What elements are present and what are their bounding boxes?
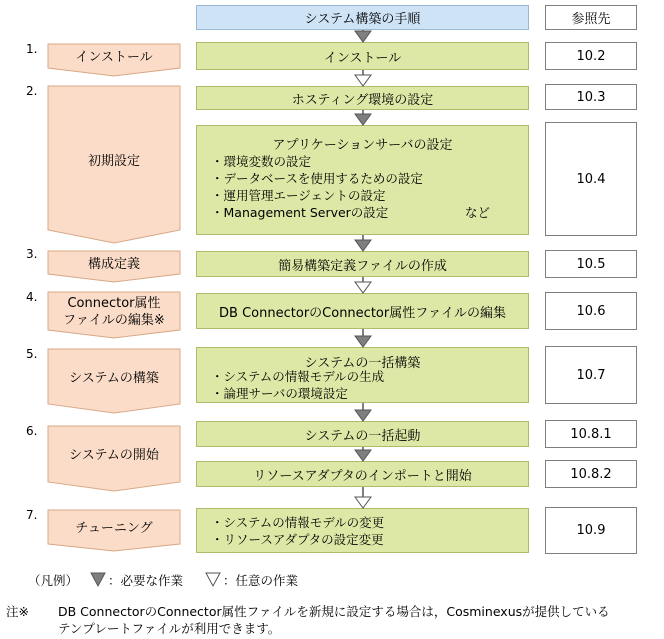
ref-box: 10.4 [545, 122, 637, 236]
reference-header: 参照先 [545, 5, 637, 30]
stage-number: 7. [26, 508, 38, 522]
stage-label-initial-setup: 初期設定 [87, 153, 140, 169]
step-title: 簡易構築定義ファイルの作成 [278, 258, 447, 274]
stage-number: 1. [26, 42, 38, 56]
stage-number: 2. [26, 84, 38, 98]
step-title: システムの一括起動 [304, 428, 421, 444]
step-title: インストール [323, 50, 402, 66]
required-arrow [355, 31, 371, 42]
step-item: ・Management Serverの設定 [211, 205, 389, 220]
note-mark: 注※ [6, 604, 29, 619]
optional-arrow [355, 75, 371, 86]
optional-task-icon [205, 572, 221, 588]
step-title: システムの一括構築 [304, 356, 421, 371]
step-title: アプリケーションサーバの設定 [272, 138, 453, 153]
ref-box: 10.6 [545, 292, 637, 330]
stage-label-configuration: 構成定義 [87, 256, 140, 272]
required-arrow [355, 410, 371, 421]
required-arrow [355, 114, 371, 125]
legend-prefix: （凡例） [28, 573, 79, 588]
stage-label-system-start: システムの開始 [69, 447, 159, 463]
required-arrow [355, 240, 371, 251]
required-arrow [355, 336, 371, 347]
stage-label-system-build: システムの構築 [69, 370, 159, 386]
step-item: ・環境変数の設定 [211, 154, 312, 169]
step-item-suffix: など [465, 205, 491, 220]
stage-number: 6. [26, 424, 38, 438]
step-title: DB ConnectorのConnector属性ファイルの編集 [219, 305, 506, 321]
stage-label-connector-edit: Connector属性 ファイルの編集※ [63, 296, 165, 328]
note-line-2: テンプレートファイルが利用できます。 [58, 621, 281, 636]
legend-optional: ：任意の作業 [223, 573, 299, 588]
required-arrow [355, 450, 371, 461]
ref-box: 10.8.1 [545, 420, 637, 448]
stage-label-tuning: チューニング [75, 520, 153, 536]
stage-number: 5. [26, 347, 38, 361]
step-item: ・システムの情報モデルの変更 [211, 515, 385, 530]
stage-number: 3. [26, 247, 38, 261]
stage-number: 4. [26, 290, 38, 304]
step-title: ホスティング環境の設定 [291, 92, 434, 108]
step-title: リソースアダプタのインポートと開始 [253, 468, 472, 484]
step-item: ・データベースを使用するための設定 [211, 171, 423, 186]
ref-box: 10.3 [545, 84, 637, 110]
procedure-header: システム構築の手順 [196, 5, 529, 30]
stage-label-install: インストール [75, 49, 153, 65]
step-item: ・運用管理エージェントの設定 [211, 188, 386, 203]
note-line-1: DB ConnectorのConnector属性ファイルを新規に設定する場合は，Cosminexusが提供している [58, 604, 610, 619]
step-item: ・リソースアダプタの設定変更 [211, 532, 384, 547]
optional-arrow [355, 282, 371, 293]
required-task-icon [90, 572, 106, 588]
ref-box: 10.9 [545, 507, 637, 554]
ref-box: 10.7 [545, 346, 637, 404]
step-item: ・論理サーバの環境設定 [211, 386, 348, 401]
ref-box: 10.2 [545, 42, 637, 70]
legend-required: ：必要な作業 [108, 573, 184, 588]
step-item: ・システムの情報モデルの生成 [211, 369, 385, 384]
ref-box: 10.5 [545, 250, 637, 278]
optional-arrow [355, 497, 371, 508]
ref-box: 10.8.2 [545, 460, 637, 488]
